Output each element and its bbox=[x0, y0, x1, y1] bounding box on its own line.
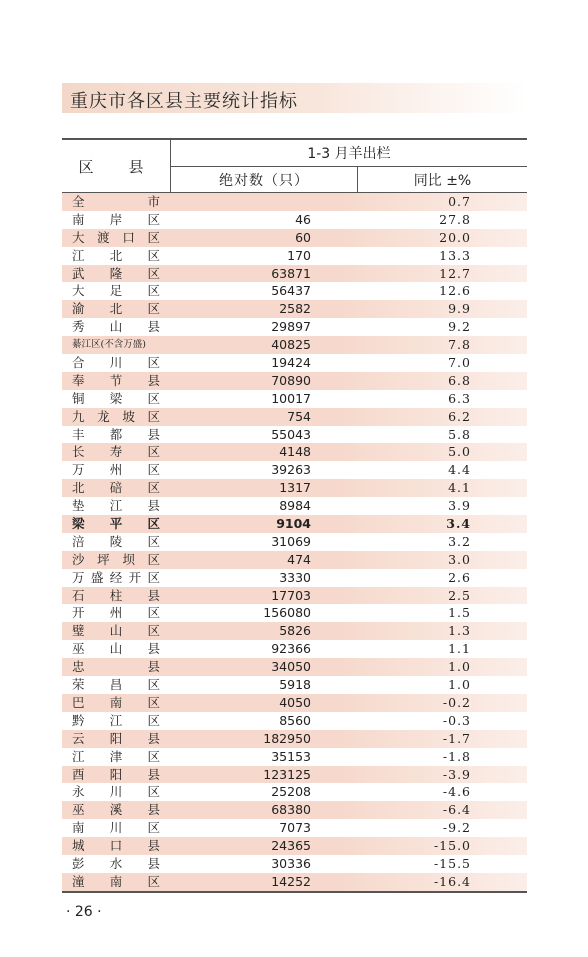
table-row bbox=[62, 676, 527, 694]
region-name: 黔 江 区 bbox=[72, 712, 160, 728]
table-row bbox=[62, 479, 527, 497]
yoy-value: 6.8 bbox=[448, 372, 471, 388]
absolute-value: 55043 bbox=[271, 426, 311, 442]
region-name: 綦江区(不含万盛) bbox=[72, 339, 146, 351]
table-row bbox=[62, 766, 527, 784]
table-row bbox=[62, 372, 527, 390]
table-row bbox=[62, 694, 527, 712]
table-row bbox=[62, 390, 527, 408]
yoy-value: -0.3 bbox=[442, 712, 471, 728]
yoy-value: -15.5 bbox=[433, 855, 471, 871]
region-name: 大 渡 口 区 bbox=[72, 229, 160, 245]
yoy-value: -0.2 bbox=[442, 694, 471, 710]
absolute-value: 46 bbox=[295, 211, 311, 227]
absolute-value: 63871 bbox=[271, 265, 311, 281]
absolute-value: 156080 bbox=[263, 605, 311, 621]
absolute-value: 10017 bbox=[271, 390, 311, 406]
yoy-value: 4.4 bbox=[448, 462, 471, 478]
table-row bbox=[62, 622, 527, 640]
absolute-value: 29897 bbox=[271, 319, 311, 335]
region-name: 万 州 区 bbox=[72, 462, 160, 478]
region-name: 酉 阳 县 bbox=[72, 766, 160, 782]
table-row bbox=[62, 229, 527, 247]
header-group: 1-3 月羊出栏 bbox=[171, 140, 527, 167]
region-name: 潼 南 区 bbox=[72, 873, 160, 889]
absolute-value: 92366 bbox=[271, 641, 311, 657]
region-name: 开 州 区 bbox=[72, 605, 160, 621]
table-row bbox=[62, 837, 527, 855]
table-row bbox=[62, 640, 527, 658]
header-yoy: 同比 ±% bbox=[413, 172, 472, 189]
absolute-value: 40825 bbox=[271, 337, 311, 353]
absolute-value: 70890 bbox=[271, 372, 311, 388]
page-number: · 26 · bbox=[66, 904, 102, 920]
absolute-value: 9104 bbox=[276, 516, 311, 532]
table-row bbox=[62, 426, 527, 444]
absolute-value: 754 bbox=[287, 408, 311, 424]
absolute-value: 19424 bbox=[271, 355, 311, 371]
absolute-value: 17703 bbox=[271, 587, 311, 603]
region-name: 石 柱 县 bbox=[72, 587, 160, 603]
yoy-value: -15.0 bbox=[433, 838, 471, 854]
region-name: 万 盛 经 开 区 bbox=[72, 569, 160, 585]
table-body bbox=[62, 193, 527, 891]
table-row bbox=[62, 569, 527, 587]
yoy-value: 9.9 bbox=[448, 301, 471, 317]
region-name: 大 足 区 bbox=[72, 283, 160, 299]
yoy-value: 3.9 bbox=[448, 498, 471, 514]
table-row bbox=[62, 587, 527, 605]
yoy-value: -16.4 bbox=[433, 873, 471, 889]
title-bar bbox=[62, 83, 527, 113]
table-header bbox=[62, 140, 527, 192]
table-row bbox=[62, 712, 527, 730]
absolute-value: 31069 bbox=[271, 533, 311, 549]
yoy-value: 1.3 bbox=[448, 623, 471, 639]
table-row bbox=[62, 515, 527, 533]
region-name: 荣 昌 区 bbox=[72, 677, 160, 693]
region-name: 南 川 区 bbox=[72, 820, 160, 836]
absolute-value: 4050 bbox=[279, 694, 311, 710]
absolute-value: 25208 bbox=[271, 784, 311, 800]
region-name: 梁 平 区 bbox=[72, 516, 160, 532]
yoy-value: 1.0 bbox=[448, 677, 471, 693]
absolute-value: 60 bbox=[295, 229, 311, 245]
header-region: 区 县 bbox=[62, 140, 171, 192]
region-name: 永 川 区 bbox=[72, 784, 160, 800]
page-title: 重庆市各区县主要统计指标 bbox=[70, 91, 298, 112]
table-row bbox=[62, 497, 527, 515]
yoy-value: 20.0 bbox=[439, 229, 471, 245]
region-name: 全 市 bbox=[72, 194, 160, 209]
table-row bbox=[62, 408, 527, 426]
table-row bbox=[62, 855, 527, 873]
absolute-value: 30336 bbox=[271, 855, 311, 871]
table-row bbox=[62, 873, 527, 891]
region-name: 长 寿 区 bbox=[72, 444, 160, 460]
yoy-value: 2.6 bbox=[448, 569, 471, 585]
region-name: 巴 南 区 bbox=[72, 694, 160, 710]
table-row bbox=[62, 265, 527, 283]
region-name: 涪 陵 区 bbox=[72, 533, 160, 549]
region-name: 合 川 区 bbox=[72, 355, 160, 371]
region-name: 璧 山 区 bbox=[72, 623, 160, 639]
table-row bbox=[62, 247, 527, 265]
region-name: 丰 都 县 bbox=[72, 426, 160, 442]
absolute-value: 24365 bbox=[271, 838, 311, 854]
region-name: 奉 节 县 bbox=[72, 372, 160, 388]
absolute-value: 474 bbox=[287, 551, 311, 567]
absolute-value: 7073 bbox=[279, 820, 311, 836]
header-absolute: 绝对数（只） bbox=[171, 167, 358, 192]
region-name: 忠 县 bbox=[72, 659, 160, 675]
yoy-value: 6.2 bbox=[448, 408, 471, 424]
absolute-value: 123125 bbox=[263, 766, 311, 782]
table-row bbox=[62, 300, 527, 318]
region-name: 江 北 区 bbox=[72, 247, 160, 263]
yoy-value: 7.0 bbox=[448, 355, 471, 371]
yoy-value: -3.9 bbox=[442, 766, 471, 782]
absolute-value: 34050 bbox=[271, 659, 311, 675]
absolute-value: 8984 bbox=[279, 498, 311, 514]
yoy-value: -9.2 bbox=[442, 820, 471, 836]
yoy-value: 12.7 bbox=[439, 265, 471, 281]
region-name: 垫 江 县 bbox=[72, 498, 160, 514]
absolute-value: 5918 bbox=[279, 677, 311, 693]
table-row bbox=[62, 658, 527, 676]
yoy-value: 5.8 bbox=[448, 426, 471, 442]
table-row bbox=[62, 819, 527, 837]
table-row bbox=[62, 748, 527, 766]
region-name: 秀 山 县 bbox=[72, 319, 160, 335]
yoy-value: -4.6 bbox=[442, 784, 471, 800]
table-row bbox=[62, 318, 527, 336]
absolute-value: 2582 bbox=[279, 301, 311, 317]
yoy-value: 7.8 bbox=[448, 337, 471, 353]
absolute-value: 4148 bbox=[279, 444, 311, 460]
absolute-value: 8560 bbox=[279, 712, 311, 728]
yoy-value: 3.0 bbox=[448, 551, 471, 567]
yoy-value: 1.0 bbox=[448, 659, 471, 675]
table-row bbox=[62, 211, 527, 229]
absolute-value: 170 bbox=[287, 247, 311, 263]
region-name: 江 津 区 bbox=[72, 748, 160, 764]
yoy-value: -6.4 bbox=[442, 802, 471, 818]
region-name: 云 阳 县 bbox=[72, 730, 160, 746]
absolute-value: 68380 bbox=[271, 802, 311, 818]
region-name: 北 碚 区 bbox=[72, 480, 160, 496]
region-name: 南 岸 区 bbox=[72, 211, 160, 227]
table-row bbox=[62, 730, 527, 748]
table-row bbox=[62, 783, 527, 801]
table-row bbox=[62, 533, 527, 551]
yoy-value: 2.5 bbox=[448, 587, 471, 603]
region-name: 巫 山 县 bbox=[72, 641, 160, 657]
region-name: 巫 溪 县 bbox=[72, 802, 160, 818]
region-name: 铜 梁 区 bbox=[72, 390, 160, 406]
yoy-value: 13.3 bbox=[439, 247, 471, 263]
region-name: 沙 坪 坝 区 bbox=[72, 551, 160, 567]
yoy-value: 1.5 bbox=[448, 605, 471, 621]
yoy-value: 12.6 bbox=[439, 283, 471, 299]
region-name: 彭 水 县 bbox=[72, 855, 160, 871]
absolute-value: 182950 bbox=[263, 730, 311, 746]
yoy-value: -1.7 bbox=[442, 730, 471, 746]
yoy-value: 4.1 bbox=[448, 480, 471, 496]
absolute-value: 56437 bbox=[271, 283, 311, 299]
yoy-value: 3.4 bbox=[446, 516, 471, 532]
table-row bbox=[62, 354, 527, 372]
region-name: 渝 北 区 bbox=[72, 301, 160, 317]
absolute-value: 1317 bbox=[279, 480, 311, 496]
yoy-value: 3.2 bbox=[448, 533, 471, 549]
table-row bbox=[62, 282, 527, 300]
table-row bbox=[62, 336, 527, 354]
table-bottom-rule bbox=[62, 891, 527, 893]
region-name: 九 龙 坡 区 bbox=[72, 408, 160, 424]
absolute-value: 5826 bbox=[279, 623, 311, 639]
absolute-value: 39263 bbox=[271, 462, 311, 478]
yoy-value: 9.2 bbox=[448, 319, 471, 335]
yoy-value: 1.1 bbox=[448, 641, 471, 657]
yoy-value: 6.3 bbox=[448, 390, 471, 406]
yoy-value: -1.8 bbox=[442, 748, 471, 764]
yoy-value: 5.0 bbox=[448, 444, 471, 460]
absolute-value: 3330 bbox=[279, 569, 311, 585]
absolute-value: 14252 bbox=[271, 873, 311, 889]
absolute-value: 35153 bbox=[271, 748, 311, 764]
table-row bbox=[62, 604, 527, 622]
region-name: 城 口 县 bbox=[72, 838, 160, 854]
table-row bbox=[62, 551, 527, 569]
table-row bbox=[62, 801, 527, 819]
table-row bbox=[62, 443, 527, 461]
yoy-value: 0.7 bbox=[448, 194, 471, 209]
table-row bbox=[62, 193, 527, 211]
region-name: 武 隆 区 bbox=[72, 265, 160, 281]
yoy-value: 27.8 bbox=[439, 211, 471, 227]
table-row bbox=[62, 461, 527, 479]
